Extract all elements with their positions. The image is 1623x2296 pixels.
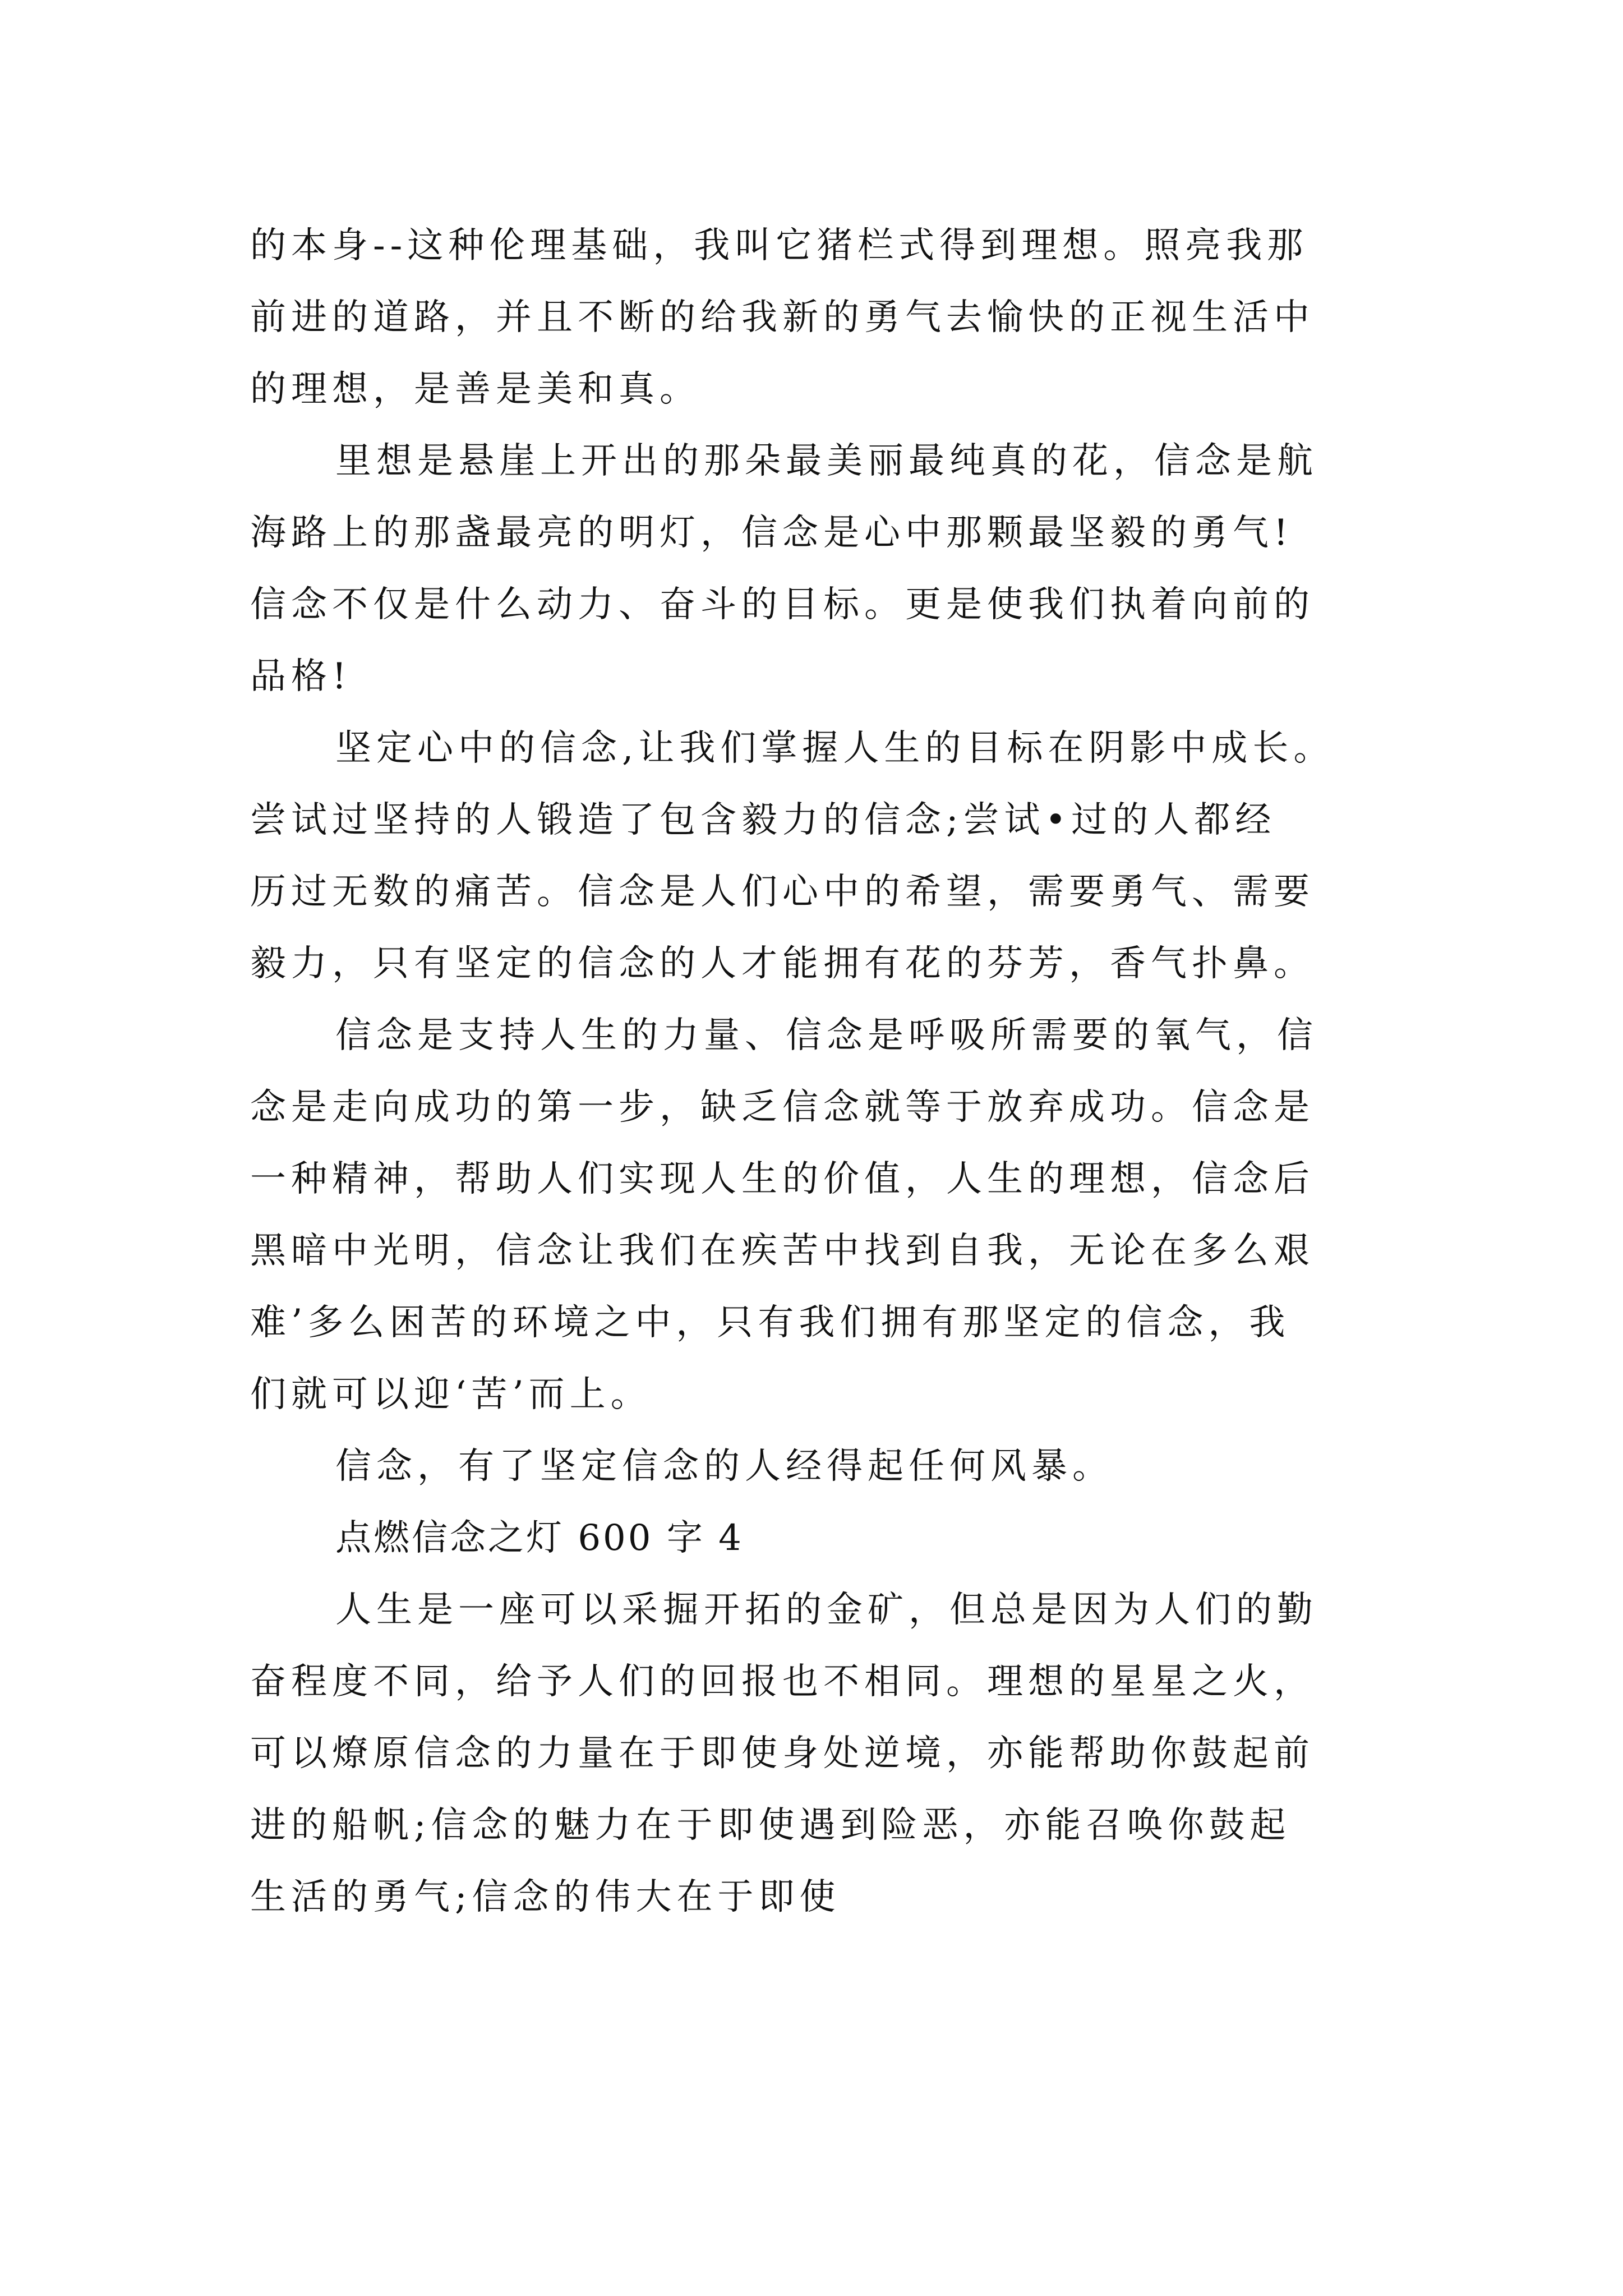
text-line: 毅力，只有坚定的信念的人才能拥有花的芬芳，香气扑鼻。: [250, 943, 1315, 984]
text-line: 一种精神，帮助人们实现人生的价值，人生的理想，信念后: [250, 1158, 1315, 1200]
text-line: 念是走向成功的第一步，缺乏信念就等于放弃成功。信念是: [250, 1087, 1315, 1128]
paragraph-first-line: 信念是支持人生的力量、信念是呼吸所需要的氧气，信: [335, 1015, 1318, 1056]
section-heading: 点燃信念之灯 600 字 4: [335, 1517, 744, 1559]
text-line: 难’多么困苦的环境之中，只有我们拥有那坚定的信念，我: [250, 1302, 1290, 1343]
text-line: 可以燎原信念的力量在于即使身处逆境，亦能帮助你鼓起前: [250, 1733, 1315, 1774]
text-line: 历过无数的痛苦。信念是人们心中的希望，需要勇气、需要: [250, 871, 1315, 913]
text-line: 的本身--这种伦理基础，我叫它猪栏式得到理想。照亮我那: [250, 225, 1308, 266]
text-line: 信念不仅是什么动力、奋斗的目标。更是使我们执着向前的: [250, 584, 1315, 625]
text-line: 品格!: [250, 656, 352, 697]
text-line: 的理想，是善是美和真。: [250, 369, 700, 410]
text-line: 生活的勇气;信念的伟大在于即使: [250, 1876, 841, 1918]
text-line: 海路上的那盏最亮的明灯，信念是心中那颗最坚毅的勇气!: [250, 512, 1293, 554]
paragraph-first-line: 信念，有了坚定信念的人经得起任何风暴。: [335, 1446, 1113, 1487]
text-line: 尝试过坚持的人锻造了包含毅力的信念;尝试•过的人都经: [250, 799, 1276, 841]
text-line: 进的船帆;信念的魅力在于即使遇到险恶，亦能召唤你鼓起: [250, 1805, 1291, 1846]
text-line: 黑暗中光明，信念让我们在疾苦中找到自我，无论在多么艰: [250, 1230, 1315, 1272]
text-line: 奋程度不同，给予人们的回报也不相同。理想的星星之火，: [250, 1661, 1315, 1703]
text-line: 们就可以迎‘苦’而上。: [250, 1374, 652, 1415]
paragraph-first-line: 里想是悬崖上开出的那朵最美丽最纯真的花，信念是航: [335, 440, 1318, 482]
paragraph-first-line: 人生是一座可以采掘开拓的金矿，但总是因为人们的勤: [335, 1589, 1318, 1631]
paragraph-first-line: 坚定心中的信念,让我们掌握人生的目标在阴影中成长。: [335, 728, 1335, 769]
text-line: 前进的道路，并且不断的给我新的勇气去愉快的正视生活中: [250, 297, 1315, 338]
